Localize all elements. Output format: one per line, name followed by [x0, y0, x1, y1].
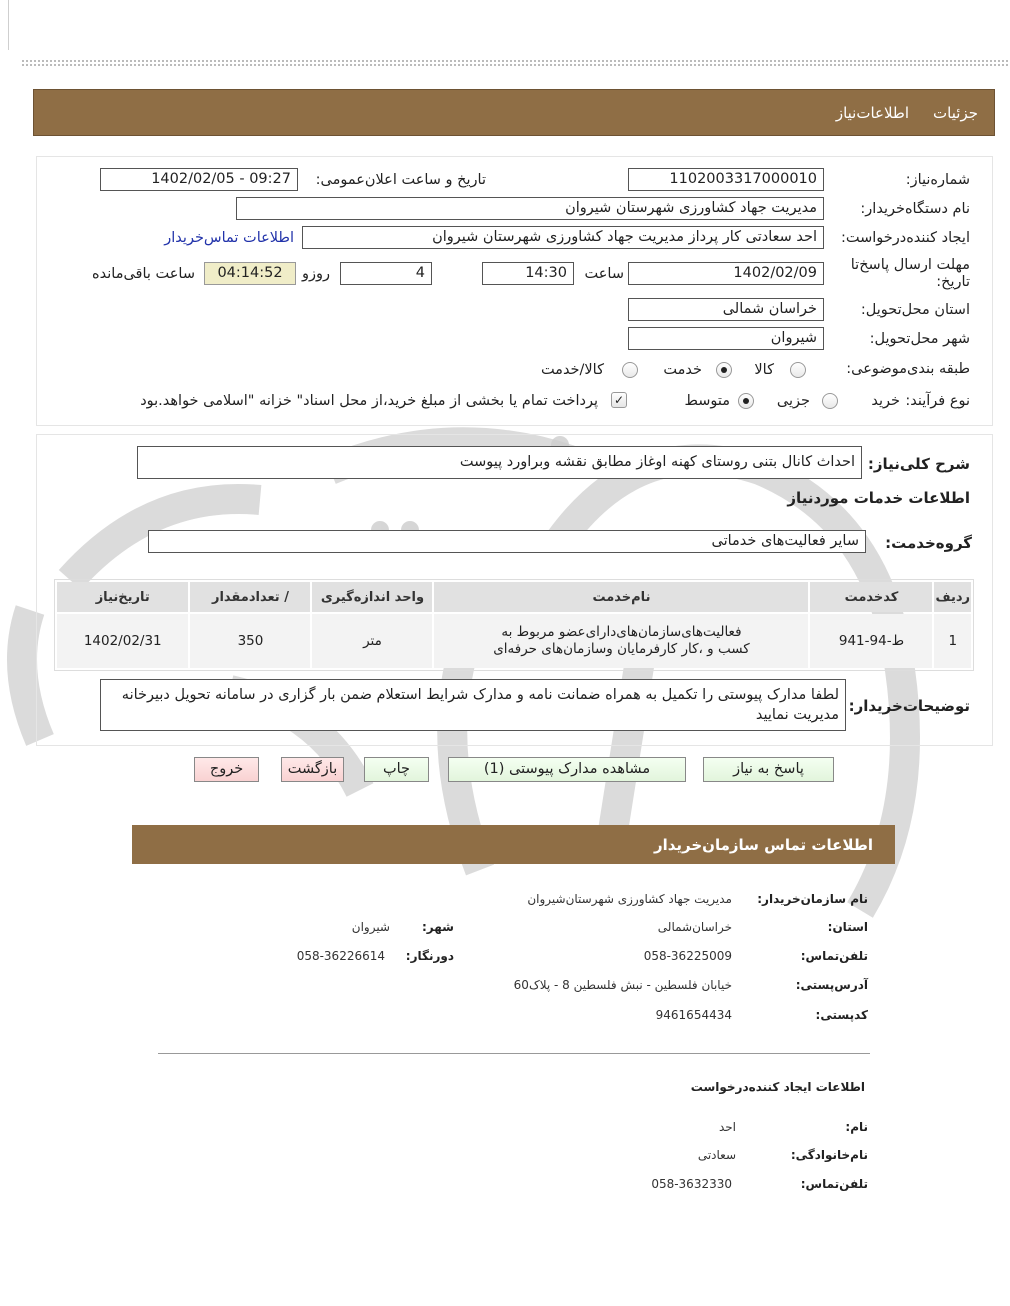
deadline-label: مهلت ارسال پاسخ‌تا تاریخ:	[850, 257, 970, 290]
exit-button[interactable]: خروج	[194, 757, 259, 782]
contact-province: خراسان‌شمالی	[657, 920, 732, 934]
contact-phone-label: تلفن‌تماس:	[800, 949, 868, 963]
process-radio-medium[interactable]	[738, 393, 754, 409]
col-quantity: / تعدادمقدار	[190, 582, 310, 612]
category-option-goods: کالا	[754, 362, 774, 378]
reply-button[interactable]: پاسخ به نیاز	[703, 757, 834, 782]
treasury-payment-checkbox[interactable]: ✓	[611, 392, 627, 408]
services-heading: اطلاعات خدمات موردنیاز	[787, 489, 970, 507]
buyer-notes-label: توضیحات‌خریدار:	[848, 697, 970, 715]
buyer-notes-field: لطفا مدارک پیوستی را تکمیل به همراه ضمانت نامه و مدارک شرایط استعلام ضمن بار گزاری در سامانه تحویل دبیرخانه مدیریت نمایید	[100, 679, 846, 731]
contact-divider	[158, 1053, 870, 1054]
buyer-org-field: مدیریت جهاد کشاورزی شهرستان شیروان	[236, 197, 824, 220]
left-border-line	[8, 0, 9, 50]
contact-org-label: نام سازمان‌خریدار:	[757, 892, 868, 906]
col-unit: واحد اندازه‌گیری	[312, 582, 432, 612]
province-field: خراسان شمالی	[628, 298, 824, 321]
category-option-goods-service: کالا/خدمت	[540, 362, 604, 378]
attachments-button[interactable]: مشاهده مدارک پیوستی (1)	[448, 757, 686, 782]
need-summary-field: احداث کانال بتنی روستای کهنه اوغاز مطابق نقشه وبراورد پیوست	[137, 446, 862, 479]
top-header-bar	[33, 89, 995, 136]
creator-label: ایجاد کننده‌درخواست:	[841, 230, 970, 246]
need-summary-label: شرح کلی‌نیاز:	[867, 455, 970, 473]
back-button[interactable]: بازگشت	[281, 757, 344, 782]
days-field: 4	[340, 262, 432, 285]
col-need-date: تاریخ‌نیاز	[57, 582, 188, 612]
contact-address-label: آدرس‌پستی:	[795, 978, 868, 992]
contact-postal-label: کدپستی:	[815, 1008, 868, 1022]
process-option-medium: متوسط	[684, 393, 730, 409]
cell-service-name: فعالیت‌های‌سازمان‌های‌دارای‌عضو مربوط به کسب و ،کار کارفرمایان وسازمان‌های حرفه‌ای	[434, 614, 808, 668]
deadline-time-field: 14:30	[482, 262, 574, 285]
tab-details[interactable]: جزئیات	[933, 103, 978, 122]
service-group-field: سایر فعالیت‌های خدماتی	[148, 530, 866, 553]
process-option-purchase: خرید	[871, 393, 900, 409]
cell-unit: متر	[312, 614, 432, 668]
table-header-row	[57, 582, 971, 612]
deadline-time-label: ساعت	[584, 266, 624, 282]
days-label: روزو	[301, 266, 330, 282]
services-table	[54, 579, 974, 671]
contact-fax-label: دورنگار:	[405, 949, 454, 963]
category-radio-service[interactable]	[716, 362, 732, 378]
cell-service-code: ط-94-941	[810, 614, 932, 668]
tab-need-info[interactable]: اطلاعات‌نیاز	[835, 103, 910, 122]
print-button[interactable]: چاپ	[364, 757, 429, 782]
cell-need-date: 1402/02/31	[57, 614, 188, 668]
contact-phone: 058-36225009	[643, 949, 732, 963]
contact-heading: اطلاعات تماس سازمان‌خریدار	[653, 835, 873, 854]
deadline-date-field: 1402/02/09	[628, 262, 824, 285]
creator-name: احد	[718, 1120, 736, 1134]
creator-family-label: نام‌خانوادگی:	[790, 1148, 868, 1162]
creator-field: احد سعادتی کار پرداز مدیریت جهاد کشاورزی شهرستان شیروان	[302, 226, 824, 249]
city-label: شهر محل‌تحویل:	[869, 331, 970, 347]
contact-fax: 058-36226614	[296, 949, 385, 963]
cell-row-number: 1	[934, 614, 971, 668]
remaining-timer: 04:14:52	[204, 262, 296, 285]
contact-address: خیابان فلسطین - نبش فلسطین 8 - پلاک60	[513, 978, 732, 992]
category-radio-goods-service[interactable]	[622, 362, 638, 378]
cell-quantity: 350	[190, 614, 310, 668]
creator-family: سعادتی	[697, 1148, 736, 1162]
contact-header	[132, 825, 895, 864]
creator-phone-label: تلفن‌تماس:	[800, 1177, 868, 1191]
treasury-payment-note: پرداخت تمام یا بخشی از مبلغ خرید،از محل اسناد" خزانه "اسلامی خواهد.بود	[140, 393, 598, 409]
table-row	[57, 614, 971, 668]
announce-field: 1402/02/05 - 09:27	[100, 168, 298, 191]
buyer-contact-link[interactable]: اطلاعات تماس‌خریدار	[164, 230, 294, 246]
contact-province-label: استان:	[827, 920, 868, 934]
category-option-service: خدمت	[663, 362, 702, 378]
process-radio-minor[interactable]	[822, 393, 838, 409]
buyer-org-label: نام دستگاه‌خریدار:	[860, 201, 970, 217]
province-label: استان محل‌تحویل:	[860, 302, 970, 318]
col-service-name: نام‌خدمت	[434, 582, 808, 612]
creator-phone: 058-3632330	[651, 1177, 732, 1191]
creator-info-heading: اطلاعات ایجاد کننده‌درخواست	[690, 1080, 865, 1094]
category-label: طبقه بندی‌موضوعی:	[846, 361, 970, 377]
city-field: شیروان	[628, 327, 824, 350]
contact-org: مدیریت جهاد کشاورزی شهرستان‌شیروان	[527, 892, 732, 906]
creator-name-label: نام:	[845, 1120, 868, 1134]
announce-label: تاریخ و ساعت اعلان‌عمومی:	[315, 172, 486, 188]
contact-city-label: شهر:	[422, 920, 454, 934]
service-group-label: گروه‌خدمت:	[885, 534, 972, 552]
contact-city: شیروان	[351, 920, 390, 934]
remaining-label: ساعت باقی‌مانده	[92, 266, 195, 282]
need-number-label: شماره‌نیاز:	[905, 172, 970, 188]
col-service-code: کدخدمت	[810, 582, 932, 612]
category-radio-goods[interactable]	[790, 362, 806, 378]
process-option-minor: جزیی	[776, 393, 810, 409]
need-number-field: 1102003317000010	[628, 168, 824, 191]
process-label: نوع فرآیند:	[905, 393, 970, 409]
contact-postal: 9461654434	[655, 1008, 732, 1022]
col-row-number: ردیف	[934, 582, 971, 612]
dotted-separator	[22, 60, 1008, 66]
